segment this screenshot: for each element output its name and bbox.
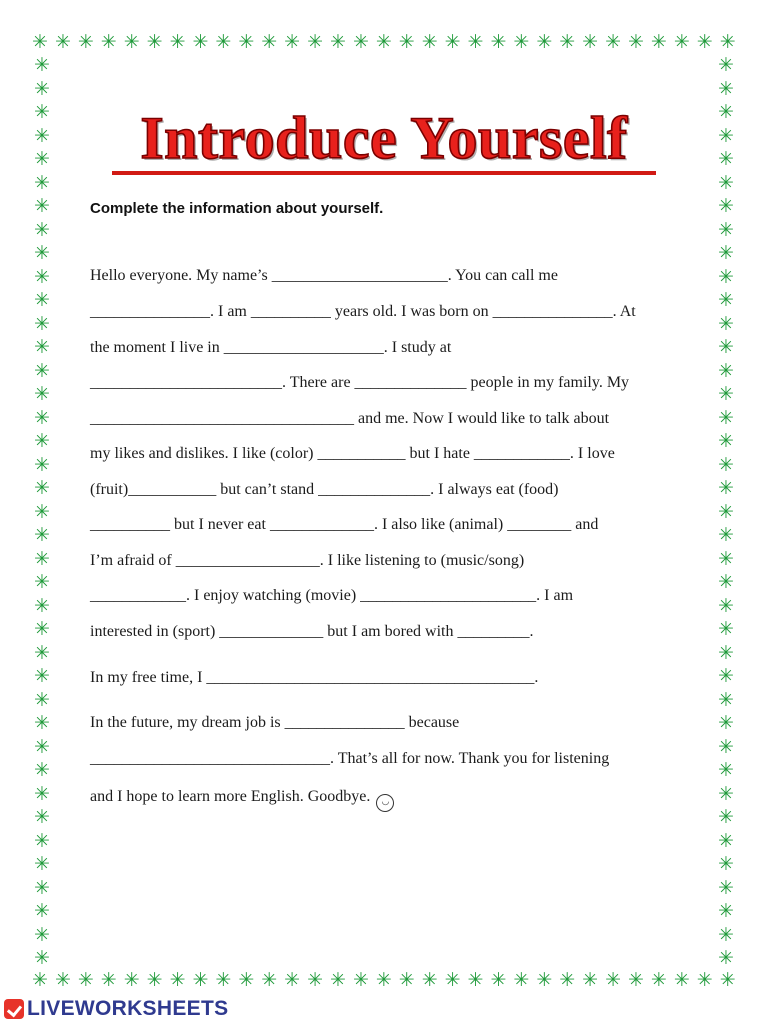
asterisk-star-icon: ✳ — [34, 829, 50, 852]
asterisk-star-icon: ✳ — [718, 876, 734, 899]
asterisk-star-icon: ✳ — [34, 148, 50, 170]
asterisk-star-icon: ✳ — [169, 968, 186, 991]
asterisk-star-icon: ✳ — [718, 265, 734, 288]
asterisk-star-icon: ✳ — [352, 30, 369, 53]
asterisk-star-icon: ✳ — [34, 735, 50, 758]
asterisk-star-icon: ✳ — [34, 477, 50, 499]
asterisk-star-icon: ✳ — [34, 265, 50, 288]
asterisk-star-icon: ✳ — [605, 968, 621, 991]
asterisk-star-icon: ✳ — [375, 30, 392, 53]
asterisk-star-icon: ✳ — [718, 430, 734, 452]
asterisk-star-icon: ✳ — [718, 665, 734, 687]
smiley-face-icon: ◡ — [376, 794, 394, 812]
asterisk-star-icon: ✳ — [261, 30, 278, 53]
asterisk-star-icon: ✳ — [536, 30, 553, 53]
asterisk-star-icon: ✳ — [467, 30, 484, 53]
asterisk-star-icon: ✳ — [34, 336, 50, 358]
asterisk-star-icon: ✳ — [718, 524, 734, 546]
asterisk-star-icon: ✳ — [718, 124, 734, 147]
asterisk-star-icon: ✳ — [718, 383, 734, 405]
asterisk-star-icon: ✳ — [54, 30, 71, 53]
liveworksheets-logo — [4, 996, 228, 1022]
asterisk-star-icon: ✳ — [34, 242, 50, 264]
asterisk-star-icon: ✳ — [718, 101, 734, 123]
paragraph-line: Hello everyone. My name’s ______________________. You can call me — [90, 267, 558, 284]
asterisk-star-icon: ✳ — [34, 876, 50, 899]
asterisk-star-icon: ✳ — [398, 30, 415, 53]
asterisk-star-icon: ✳ — [628, 30, 644, 53]
goodbye-text: and I hope to learn more English. Goodbye. — [90, 788, 371, 805]
asterisk-star-icon: ✳ — [718, 289, 734, 311]
asterisk-star-icon: ✳ — [34, 853, 50, 875]
border-right — [714, 56, 738, 968]
asterisk-star-icon: ✳ — [582, 30, 599, 53]
asterisk-star-icon: ✳ — [307, 968, 324, 991]
asterisk-star-icon: ✳ — [34, 947, 50, 968]
asterisk-star-icon: ✳ — [718, 171, 734, 194]
asterisk-star-icon: ✳ — [34, 359, 50, 382]
asterisk-star-icon: ✳ — [718, 782, 734, 805]
asterisk-star-icon: ✳ — [718, 547, 734, 570]
asterisk-star-icon: ✳ — [718, 56, 734, 76]
asterisk-star-icon: ✳ — [307, 30, 324, 53]
asterisk-star-icon: ✳ — [718, 477, 734, 499]
asterisk-star-icon: ✳ — [34, 712, 50, 734]
asterisk-star-icon: ✳ — [467, 968, 484, 991]
asterisk-star-icon: ✳ — [421, 968, 438, 991]
asterisk-star-icon: ✳ — [100, 30, 117, 53]
asterisk-star-icon: ✳ — [559, 968, 576, 991]
worksheet-title: Introduce Yourself — [140, 105, 628, 171]
asterisk-star-icon: ✳ — [34, 453, 50, 476]
asterisk-star-icon: ✳ — [34, 594, 50, 617]
asterisk-star-icon: ✳ — [718, 923, 734, 946]
paragraph-line: (fruit)___________ but can’t stand ______________. I always eat (food) — [90, 481, 559, 498]
paragraph-line: __________ but I never eat _____________. I also like (animal) ________ and — [90, 516, 599, 533]
asterisk-star-icon: ✳ — [513, 968, 530, 991]
paragraph-line: interested in (sport) _____________ but I am bored with _________. — [90, 623, 534, 640]
paragraph-line: _______________. I am __________ years old. I was born on _______________. At — [90, 303, 636, 320]
asterisk-star-icon: ✳ — [718, 806, 734, 828]
asterisk-star-icon: ✳ — [718, 712, 734, 734]
asterisk-star-icon: ✳ — [718, 829, 734, 852]
asterisk-star-icon: ✳ — [718, 735, 734, 758]
asterisk-star-icon: ✳ — [34, 688, 50, 711]
asterisk-star-icon: ✳ — [284, 30, 301, 53]
asterisk-star-icon: ✳ — [444, 968, 461, 991]
paragraph-line: the moment I live in ____________________. I study at — [90, 339, 452, 356]
asterisk-star-icon: ✳ — [490, 968, 507, 991]
liveworksheets-check-icon — [4, 999, 24, 1019]
asterisk-star-icon: ✳ — [34, 618, 50, 640]
asterisk-star-icon: ✳ — [34, 406, 50, 429]
asterisk-star-icon: ✳ — [34, 571, 50, 593]
asterisk-star-icon: ✳ — [261, 968, 278, 991]
asterisk-star-icon: ✳ — [605, 30, 621, 53]
asterisk-star-icon: ✳ — [352, 968, 369, 991]
paragraph-line: my likes and dislikes. I like (color) ___________ but I hate ____________. I love — [90, 445, 615, 462]
asterisk-star-icon: ✳ — [650, 30, 667, 53]
asterisk-star-icon: ✳ — [628, 968, 644, 991]
asterisk-star-icon: ✳ — [718, 500, 734, 523]
asterisk-star-icon: ✳ — [673, 30, 690, 53]
asterisk-star-icon: ✳ — [34, 312, 50, 335]
logo-text: LIVEWORKSHEETS — [27, 997, 229, 1020]
asterisk-star-icon: ✳ — [77, 968, 94, 991]
asterisk-star-icon: ✳ — [238, 30, 255, 53]
asterisk-star-icon: ✳ — [536, 968, 553, 991]
asterisk-star-icon: ✳ — [146, 968, 163, 991]
asterisk-star-icon: ✳ — [718, 242, 734, 264]
asterisk-star-icon: ✳ — [398, 968, 415, 991]
asterisk-star-icon: ✳ — [718, 77, 734, 100]
asterisk-star-icon: ✳ — [146, 30, 163, 53]
asterisk-star-icon: ✳ — [330, 968, 346, 991]
asterisk-star-icon: ✳ — [34, 383, 50, 405]
asterisk-star-icon: ✳ — [32, 968, 48, 991]
asterisk-star-icon: ✳ — [32, 30, 48, 53]
asterisk-star-icon: ✳ — [34, 524, 50, 546]
asterisk-star-icon: ✳ — [421, 30, 438, 53]
asterisk-star-icon: ✳ — [718, 900, 734, 922]
asterisk-star-icon: ✳ — [34, 923, 50, 946]
asterisk-star-icon: ✳ — [330, 30, 346, 53]
asterisk-star-icon: ✳ — [718, 947, 734, 968]
asterisk-star-icon: ✳ — [34, 900, 50, 922]
asterisk-star-icon: ✳ — [100, 968, 117, 991]
asterisk-star-icon: ✳ — [34, 101, 50, 123]
title-underline — [112, 171, 656, 175]
asterisk-star-icon: ✳ — [77, 30, 94, 53]
asterisk-star-icon: ✳ — [718, 148, 734, 170]
asterisk-star-icon: ✳ — [718, 359, 734, 382]
asterisk-star-icon: ✳ — [718, 688, 734, 711]
asterisk-star-icon: ✳ — [513, 30, 530, 53]
asterisk-star-icon: ✳ — [444, 30, 461, 53]
asterisk-star-icon: ✳ — [719, 968, 736, 991]
asterisk-star-icon: ✳ — [34, 641, 50, 664]
asterisk-star-icon: ✳ — [192, 30, 209, 53]
asterisk-star-icon: ✳ — [718, 571, 734, 593]
asterisk-star-icon: ✳ — [34, 759, 50, 781]
asterisk-star-icon: ✳ — [34, 782, 50, 805]
asterisk-star-icon: ✳ — [34, 806, 50, 828]
asterisk-star-icon: ✳ — [34, 124, 50, 147]
asterisk-star-icon: ✳ — [696, 968, 713, 991]
border-top — [30, 30, 738, 54]
asterisk-star-icon: ✳ — [34, 430, 50, 452]
asterisk-star-icon: ✳ — [34, 547, 50, 570]
future-line: ______________________________. That’s all for now. Thank you for listening — [90, 750, 610, 767]
asterisk-star-icon: ✳ — [650, 968, 667, 991]
paragraph-line: I’m afraid of __________________. I like listening to (music/song) — [90, 552, 525, 569]
future-line: In the future, my dream job is _______________ because — [90, 714, 460, 731]
asterisk-star-icon: ✳ — [718, 618, 734, 640]
asterisk-star-icon: ✳ — [375, 968, 392, 991]
asterisk-star-icon: ✳ — [192, 968, 209, 991]
asterisk-star-icon: ✳ — [718, 336, 734, 358]
asterisk-star-icon: ✳ — [718, 853, 734, 875]
border-left — [30, 56, 54, 968]
asterisk-star-icon: ✳ — [34, 500, 50, 523]
asterisk-star-icon: ✳ — [34, 195, 50, 217]
asterisk-star-icon: ✳ — [719, 30, 736, 53]
asterisk-star-icon: ✳ — [284, 968, 301, 991]
asterisk-star-icon: ✳ — [582, 968, 599, 991]
future-line — [90, 786, 394, 812]
asterisk-star-icon: ✳ — [169, 30, 186, 53]
asterisk-star-icon: ✳ — [718, 406, 734, 429]
asterisk-star-icon: ✳ — [54, 968, 71, 991]
asterisk-star-icon: ✳ — [718, 218, 734, 241]
paragraph-line: ________________________. There are ______________ people in my family. My — [90, 374, 630, 391]
asterisk-star-icon: ✳ — [559, 30, 576, 53]
asterisk-star-icon: ✳ — [718, 594, 734, 617]
asterisk-star-icon: ✳ — [34, 665, 50, 687]
free-time-line: In my free time, I _________________________________________. — [90, 669, 539, 686]
instruction-text: Complete the information about yourself. — [90, 200, 384, 217]
paragraph-line: _________________________________ and me. Now I would like to talk about — [90, 410, 610, 427]
asterisk-star-icon: ✳ — [34, 171, 50, 194]
asterisk-star-icon: ✳ — [718, 312, 734, 335]
asterisk-star-icon: ✳ — [34, 77, 50, 100]
asterisk-star-icon: ✳ — [673, 968, 690, 991]
border-bottom — [30, 968, 738, 992]
asterisk-star-icon: ✳ — [34, 289, 50, 311]
paragraph-line: ____________. I enjoy watching (movie) ______________________. I am — [90, 587, 574, 604]
asterisk-star-icon: ✳ — [123, 30, 140, 53]
asterisk-star-icon: ✳ — [215, 30, 232, 53]
asterisk-star-icon: ✳ — [696, 30, 713, 53]
asterisk-star-icon: ✳ — [238, 968, 255, 991]
asterisk-star-icon: ✳ — [34, 218, 50, 241]
asterisk-star-icon: ✳ — [215, 968, 232, 991]
asterisk-star-icon: ✳ — [490, 30, 507, 53]
asterisk-star-icon: ✳ — [718, 759, 734, 781]
asterisk-star-icon: ✳ — [34, 56, 50, 76]
asterisk-star-icon: ✳ — [718, 453, 734, 476]
asterisk-star-icon: ✳ — [718, 195, 734, 217]
asterisk-star-icon: ✳ — [123, 968, 140, 991]
asterisk-star-icon: ✳ — [718, 641, 734, 664]
